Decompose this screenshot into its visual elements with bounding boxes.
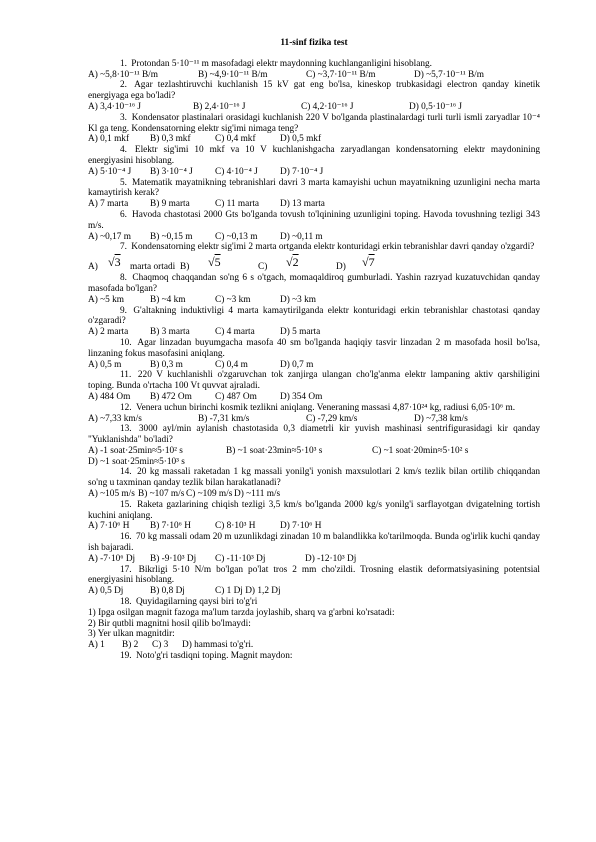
answer-option: B) ~4,9·10⁻¹¹ B/m (198, 69, 268, 80)
answer-option: A) 484 Om (88, 391, 131, 402)
answer-option: C) ~109 m/s (186, 489, 233, 500)
answer-options (88, 199, 540, 210)
statement-line: 3) Yer ulkan magnitdir: (88, 629, 175, 640)
answer-option: B) ~0,15 m (150, 231, 193, 242)
question-19 (88, 651, 540, 662)
question-number: 1. (120, 58, 130, 69)
answer-option: A) -1 soat·25min≈5·10² s (88, 445, 183, 456)
question-number: 15. (120, 499, 136, 510)
question-number: 17. (120, 564, 137, 575)
question-text: Matematik mayatnikning tebranishlari davri 3 marta kamayishi uchun mayatnikning uzunligini necha marta kamaytirish kerak? (88, 177, 540, 199)
question-16 (88, 532, 540, 554)
question-text: Elektr sig'imi 10 mkf va 10 V kuchlanishgacha zaryadlangan kondensatorning elektr maydonining energiyasini hisoblang. (88, 145, 540, 166)
question-text: 70 kg massali odam 20 m uzunlikdagi zinadan 10 m balandlikka ko'tarilmoqda. Bunda og'irlik kuchi qanday ish bajaradi. (88, 532, 540, 554)
answer-option: A) 1 (88, 640, 105, 651)
answer-option: C) ~0,13 m (215, 231, 258, 242)
answer-option: C) ~1 soat·20min≈5·10² s (372, 445, 469, 456)
answer-options (88, 232, 540, 243)
answer-options (88, 360, 540, 371)
answer-option: D) 13 marta (280, 199, 325, 210)
answer-option: D) 7·10⁶ H (280, 521, 322, 532)
question-15 (88, 500, 540, 522)
question-number: 5. (120, 177, 130, 188)
question-2 (88, 80, 540, 102)
answer-option: B) ~4 km (150, 294, 186, 305)
answer-option: D) 0,7 m (280, 359, 314, 370)
statement-line: 2) Bir qutbli magnitni hosil qilib bo'lmaydi: (88, 618, 251, 629)
answer-options (88, 295, 540, 306)
question-text: Venera uchun birinchi kosmik tezlikni aniqlang. Veneraning massasi 4,87·10²⁴ kg, radiusi 6,05·10⁶ m. (135, 402, 516, 413)
radical-expression: √2 (286, 255, 299, 270)
question-number: 16. (120, 532, 135, 543)
question-number: 9. (120, 305, 132, 316)
answer-options (88, 134, 540, 145)
answer-options (88, 521, 540, 532)
answer-option: C) 4,2·10⁻¹⁶ J (301, 101, 354, 112)
answer-option: B) 3 marta (150, 327, 190, 338)
answer-options (88, 586, 540, 597)
answer-option: C) -11·10³ Dj (215, 553, 266, 564)
answer-option: B) -9·10³ Dj (150, 553, 197, 564)
question-8 (88, 273, 540, 295)
answer-option: C) 1 Dj D) 1,2 Dj (215, 586, 281, 597)
answer-option: B) 2 (122, 640, 139, 651)
question-4 (88, 145, 540, 167)
answer-option: A) (88, 262, 98, 273)
answer-option: A) 0,1 mkf (88, 134, 130, 145)
answer-option: D) ~1 soat·25min≈5·10³ s (88, 456, 185, 467)
answer-option: B) -7,31 km/s (198, 413, 250, 424)
answer-option: D) ~3 km (280, 294, 317, 305)
radical-expression: √5 (208, 255, 221, 270)
answer-option: B) ~1 soat·23min≈5·10³ s (226, 445, 323, 456)
question-list (88, 59, 540, 662)
answer-option: A) ~5,8·10⁻¹¹ B/m (88, 69, 158, 80)
answer-option: D) -12·10³ Dj (305, 553, 357, 564)
answer-option: A) ~0,17 m (88, 231, 131, 242)
answer-option: C) 487 Om (215, 391, 257, 402)
answer-option: C) ~3 km (215, 294, 251, 305)
answer-option: C) 0,4 m (215, 359, 248, 370)
question-number: 10. (120, 337, 136, 348)
answer-options (88, 392, 540, 403)
answer-option: A) ~7,33 km/s (88, 413, 142, 424)
question-number: 13. (120, 424, 137, 435)
question-number: 19. (120, 651, 134, 662)
answer-option: C) 3 (152, 640, 169, 651)
answer-option: A) ~105 m/s (88, 489, 135, 500)
question-text: Quyidagilarning qaysi biri to'g'ri (135, 597, 258, 608)
answer-options (88, 253, 540, 273)
answer-option: A) 0,5 m (88, 359, 122, 370)
question-text: Agar tezlashtiruvchi kuchlanish 15 kV gat eng bo'lsa, kineskop trubkasidagi electron qanday kinetik energiyaga ega bo'ladi? (88, 80, 541, 102)
question-5 (88, 178, 540, 200)
question-number: 14. (120, 467, 136, 478)
answer-option: D) ~7,38 km/s (414, 413, 468, 424)
answer-options (88, 414, 540, 425)
answer-option: D) ~111 m/s (234, 489, 281, 500)
answer-option: C) 4·10⁻⁴ J (215, 166, 258, 177)
question-number: 18. (120, 597, 134, 608)
question-18 (88, 597, 540, 608)
answer-option: D) 5 marta (280, 327, 321, 338)
answer-option: D) ~0,11 m (280, 231, 323, 242)
answer-option: A) 3,4·10⁻¹⁶ J (88, 101, 142, 112)
question-text: Raketa gazlarining chiqish tezligi 3,5 km/s bo'lganda 2000 kg/s yonilg'i sarflayotgan dvigatelning tortish kuchini aniqlang. (88, 499, 540, 521)
question-number: 2. (120, 80, 133, 91)
question-3 (88, 113, 540, 135)
question-number: 3. (120, 112, 130, 123)
question-7 (88, 242, 540, 253)
answer-option: D) hammasi to'g'ri. (182, 640, 254, 651)
answer-options (88, 167, 540, 178)
radical-expression: √3 (108, 255, 121, 270)
answer-option: A) 7·10⁶ H (88, 521, 130, 532)
question-number: 7. (120, 242, 130, 253)
question-text: 20 kg massali raketadan 1 kg massali yonilg'i yonish maxsulotlari 2 km/s tezlik bilan ortilib chiqqandan so'ng u taxminan qanday tezlik bilan harakatlanadi? (88, 467, 541, 489)
question-14 (88, 467, 540, 489)
answer-options (88, 446, 540, 457)
answer-options (88, 102, 540, 113)
answer-option: A) 0,5 Dj (88, 586, 124, 597)
question-10 (88, 338, 540, 360)
question-text: Kondensatorning elektr sig'imi 2 marta ortganda elektr konturidagi erkin tebranishlar davri qanday o'zgardi? (131, 242, 535, 253)
question-text: 3000 ayl/min aylanish chastotasida 0,3 diametrli kir yuvish mashinasi sentrifigurasidagi kir qanday "Yuklanishda" bo'ladi? (88, 424, 540, 446)
question-text: Protondan 5·10⁻¹¹ m masofadagi elektr maydonning kuchlanganligini hisoblang. (131, 58, 432, 69)
question-text: Agar linzadan buyumgacha masofa 40 sm bo'lganda haqiqiy tasvir linzadan 2 m masofada hosil bo'lsa, linzaning fokus masofasini aniqlang. (88, 337, 540, 359)
answer-option: C) (258, 262, 268, 273)
question-number: 11. (120, 370, 136, 381)
page-title: 11-sinf fizika test (280, 38, 348, 48)
answer-option: B) (180, 262, 190, 273)
answer-option: C) 11 marta (215, 199, 260, 210)
question-number: 6. (120, 209, 131, 220)
question-text: Chaqmoq chaqqandan so'ng 6 s o'tgach, momaqaldiroq gumburladi. Yashin razryad kuzatuvchidan qanday masofada bo'lgan? (88, 273, 540, 294)
answer-option: B) 2,4·10⁻¹⁶ J (193, 101, 246, 112)
answer-option: D) 0,5 mkf (280, 134, 322, 145)
answer-option: B) 0,8 Dj (150, 586, 185, 597)
answer-option: C) -7,29 km/s (306, 413, 358, 424)
question-9 (88, 306, 540, 328)
answer-option: B) ~107 m/s (138, 489, 185, 500)
answer-options (88, 489, 540, 500)
answer-option: B) 0,3 mkf (150, 134, 191, 145)
answer-option: D) 0,5·10⁻¹⁶ J (409, 101, 463, 112)
answer-option: A) 7 marta (88, 199, 129, 210)
answer-option: A) 2 marta (88, 327, 129, 338)
question-1 (88, 59, 540, 70)
answer-option: B) 472 Om (150, 391, 192, 402)
question-number: 4. (120, 145, 133, 156)
answer-option: B) 0,3 m (150, 359, 183, 370)
question-13 (88, 424, 540, 446)
question-text: Kondensator plastinalari orasidagi kuchlanish 220 V bo'lganda plastinalardagi turli turli ismli zaryadlar 10⁻⁴ Kl ga teng. Kondensatorning elektr sig'imi nimaga teng? (88, 112, 540, 134)
answer-option: D) ~5,7·10⁻¹¹ B/m (414, 69, 484, 80)
statement-line: 1) Ipga osilgan magnit fazoga ma'lum tarzda joylashib, sharq va g'arbni ko'rsatadi: (88, 607, 395, 618)
answer-options (88, 327, 540, 338)
answer-option: A) 5·10⁻⁴ J (88, 166, 132, 177)
answer-options (88, 554, 540, 565)
question-text: G'altakning induktivligi 4 marta kamaytirilganda elektr konturidagi erkin tebranishlar chastotasi qanday o'zgaradi? (88, 305, 540, 327)
question-text: Havoda chastotasi 2000 Gts bo'lganda tovush to'lqinining uzunligini toping. Havoda tovushning tezligi 343 m/s. (88, 209, 540, 231)
answer-option: C) ~3,7·10⁻¹¹ B/m (306, 69, 376, 80)
question-11 (88, 370, 540, 392)
radical-expression: √7 (362, 255, 375, 270)
answer-option: D) 7·10⁻⁴ J (280, 166, 324, 177)
question-12 (88, 403, 540, 414)
answer-option: C) 8·10³ H (215, 521, 256, 532)
question-text: 220 V kuchlanishli o'zgaruvchan tok zanjirga ulangan cho'lg'anma elektr lampaning aktiv qarshiligini toping. Bunda o'rtacha 100 Vt quvvat ajraladi. (88, 370, 540, 392)
answer-options (88, 70, 540, 81)
answer-option: D) (336, 262, 346, 273)
answer-option: B) 3·10⁻⁴ J (150, 166, 193, 177)
answer-option: D) 354 Om (280, 391, 323, 402)
question-number: 8. (120, 273, 131, 284)
answer-option: C) 4 marta (215, 327, 255, 338)
question-number: 12. (120, 402, 134, 413)
answer-option: A) ~5 km (88, 294, 125, 305)
question-text: Noto'g'ri tasdiqni toping. Magnit maydon: (135, 651, 293, 662)
answer-options (88, 640, 540, 651)
answer-option: C) 0,4 mkf (215, 134, 256, 145)
answer-option: B) 7·10⁶ H (150, 521, 191, 532)
question-17 (88, 565, 540, 587)
answer-option: marta ortadi (130, 262, 176, 273)
question-6 (88, 210, 540, 232)
answer-option: B) 9 marta (150, 199, 190, 210)
answer-option: A) -7·10⁶ Dj (88, 553, 136, 564)
question-text: Bikrligi 5·10 N/m bo'lgan po'lat tros 2 mm cho'zildi. Trosning elastik deformatsiyasining potentsial energiyasini hisoblang. (88, 564, 540, 586)
